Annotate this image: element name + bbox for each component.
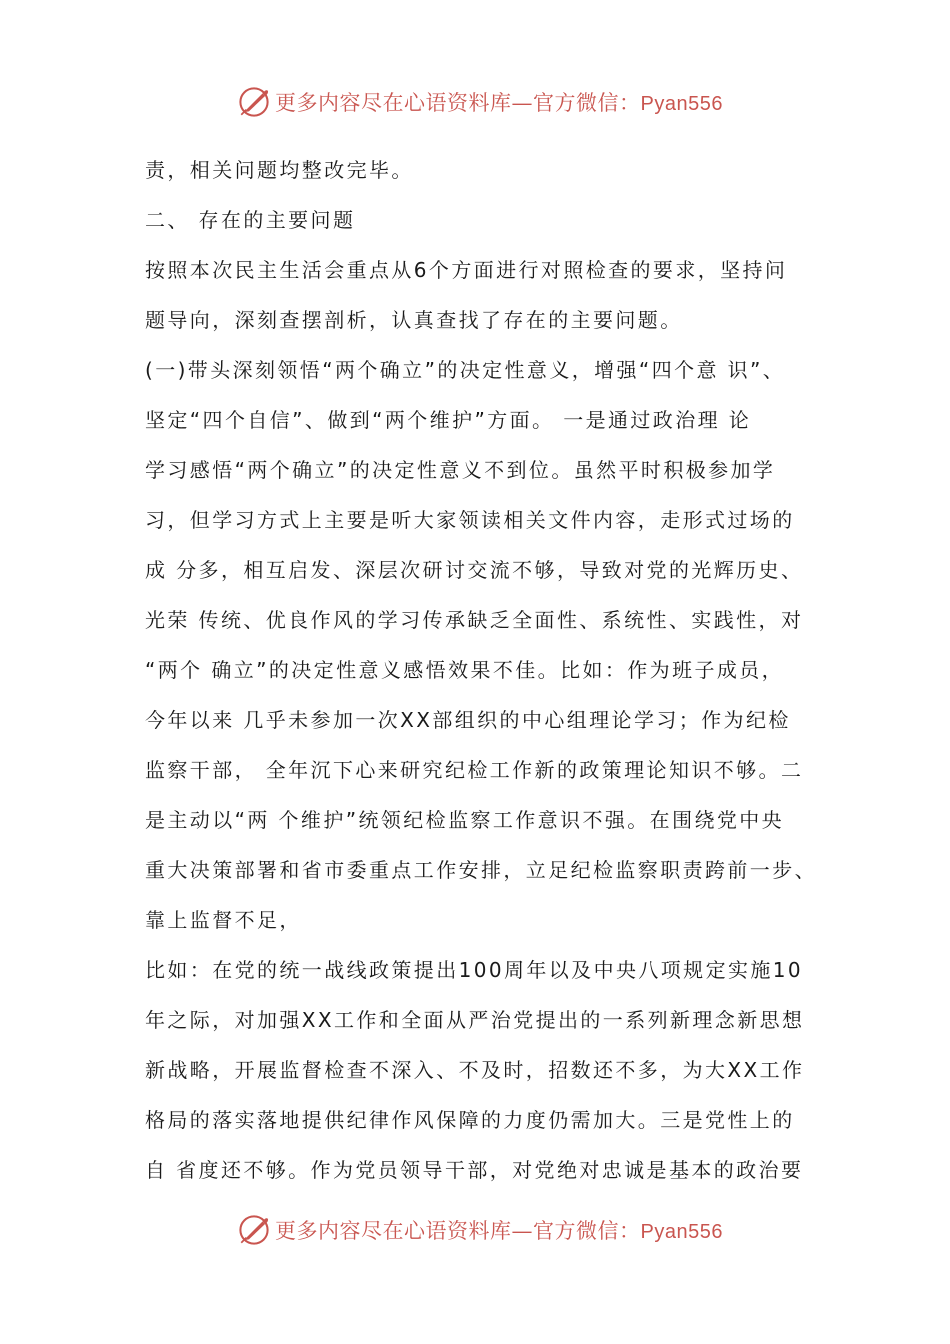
text-line: “两个 确立”的决定性意义感悟效果不佳。比如：作为班子成员，: [145, 658, 785, 682]
quill-logo-icon: [237, 85, 271, 119]
text-line: 今年以来 几乎未参加一次XX部组织的中心组理论学习；作为纪检: [145, 708, 791, 732]
text-line: 年之际，对加强XX工作和全面从严治党提出的一系列新理念新思想: [145, 1008, 805, 1032]
text-line: 格局的落实落地提供纪律作风保障的力度仍需加大。三是党性上的: [145, 1108, 795, 1132]
text-line: 光荣 传统、优良作风的学习传承缺乏全面性、系统性、实践性，对: [145, 608, 804, 632]
text-line: 坚定“四个自信”、做到“两个维护”方面。 一是通过政治理 论: [145, 408, 752, 432]
header-banner-handle: Pyan556: [640, 93, 723, 115]
body-text: [145, 150, 825, 1200]
footer-banner-handle: Pyan556: [640, 1221, 723, 1243]
text-line: 成 分多，相互启发、深层次研讨交流不够，导致对党的光辉历史、: [145, 558, 804, 582]
header-banner-inner: [237, 85, 723, 119]
text-line: 学习感悟“两个确立”的决定性意义不到位。虽然平时积极参加学: [145, 458, 776, 482]
quill-logo-icon: [237, 1213, 271, 1247]
text-line: 自 省度还不够。作为党员领导干部，对党绝对忠诚是基本的政治要: [145, 1158, 804, 1182]
text-line: 新战略，开展监督检查不深入、不及时，招数还不多，为大XX工作: [145, 1058, 805, 1082]
section-heading: 二、 存在的主要问题: [145, 208, 356, 232]
footer-banner: [0, 1210, 950, 1250]
footer-banner-inner: [237, 1213, 723, 1247]
text-line: 是主动以“两 个维护”统领纪检监察工作意识不强。在围绕党中央: [145, 808, 785, 832]
text-line: 题导向，深刻查摆剖析，认真查找了存在的主要问题。: [145, 308, 683, 332]
text-line: 重大决策部署和省市委重点工作安排，立足纪检监察职责跨前一步、: [145, 858, 817, 882]
footer-banner-text: 更多内容尽在心语资料库—官方微信：Pyan556: [275, 1219, 723, 1243]
text-line: 监察干部， 全年沉下心来研究纪检工作新的政策理论知识不够。二: [145, 758, 804, 782]
text-line: 比如：在党的统一战线政策提出100周年以及中央八项规定实施10: [145, 958, 804, 982]
text-line: (一)带头深刻领悟“两个确立”的决定性意义，增强“四个意 识”、: [145, 358, 786, 382]
text-line: 按照本次民主生活会重点从6个方面进行对照检查的要求，坚持问: [145, 258, 788, 282]
text-line: 靠上监督不足，: [145, 908, 302, 932]
header-banner-text: 更多内容尽在心语资料库—官方微信：Pyan556: [275, 91, 723, 115]
text-line: 责，相关问题均整改完毕。: [145, 158, 414, 182]
text-line: 习，但学习方式上主要是听大家领读相关文件内容，走形式过场的: [145, 508, 795, 532]
header-banner: [0, 82, 950, 122]
